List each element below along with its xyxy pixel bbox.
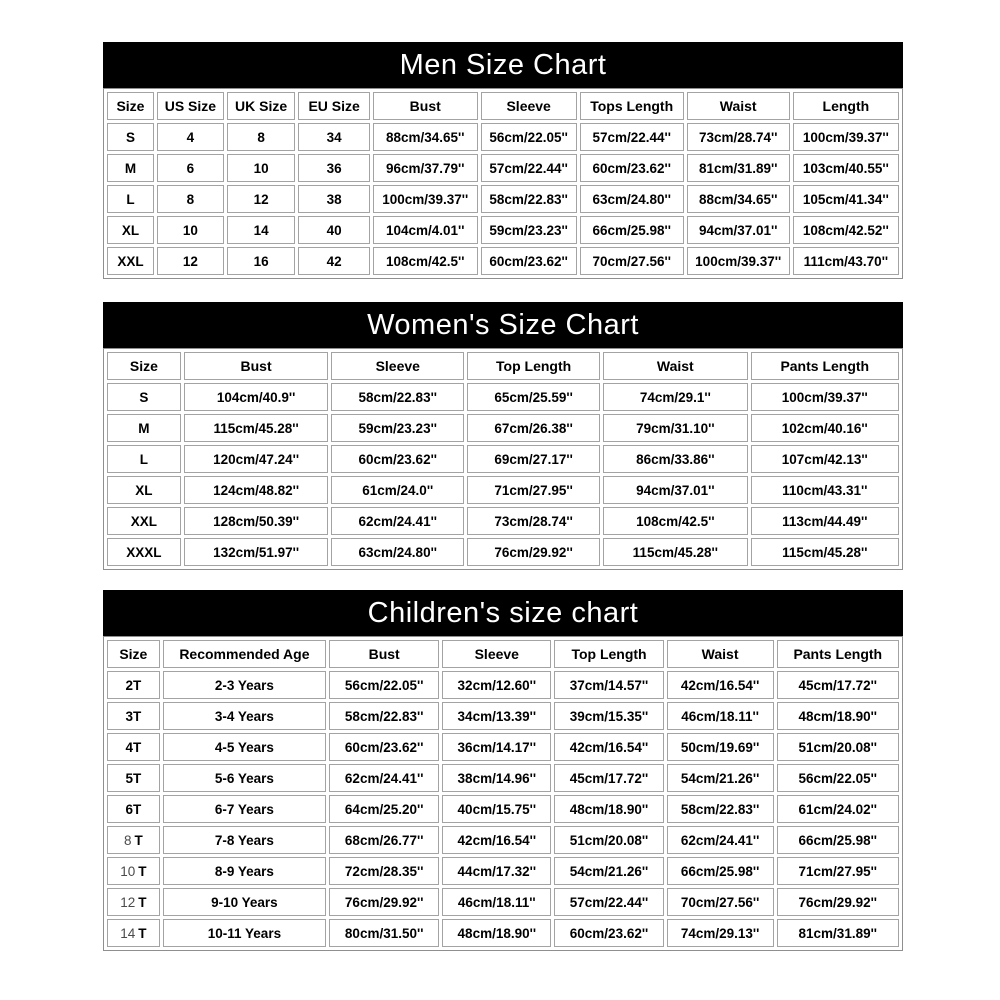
measurement-cell: 4 bbox=[157, 123, 224, 151]
column-header: Pants Length bbox=[777, 640, 899, 668]
table-row bbox=[107, 383, 899, 411]
measurement-cell: 66cm/25.98'' bbox=[667, 857, 774, 885]
table-row bbox=[107, 671, 899, 699]
table-row bbox=[107, 123, 899, 151]
measurement-cell: 46cm/18.11'' bbox=[667, 702, 774, 730]
size-cell bbox=[107, 888, 160, 916]
size-cell: L bbox=[107, 445, 181, 473]
measurement-cell: 48cm/18.90'' bbox=[442, 919, 551, 947]
size-number: 10 bbox=[120, 863, 136, 879]
measurement-cell: 108cm/42.52'' bbox=[793, 216, 899, 244]
header-row bbox=[107, 352, 899, 380]
measurement-cell: 46cm/18.11'' bbox=[442, 888, 551, 916]
table-row bbox=[107, 795, 899, 823]
measurement-cell: 58cm/22.83'' bbox=[481, 185, 577, 213]
size-cell: 3T bbox=[107, 702, 160, 730]
measurement-cell: 38 bbox=[298, 185, 370, 213]
men-chart-title: Men Size Chart bbox=[103, 42, 903, 88]
column-header: Size bbox=[107, 640, 160, 668]
age-cell: 9-10 Years bbox=[163, 888, 326, 916]
measurement-cell: 54cm/21.26'' bbox=[554, 857, 663, 885]
column-header: Recommended Age bbox=[163, 640, 326, 668]
measurement-cell: 63cm/24.80'' bbox=[331, 538, 464, 566]
measurement-cell: 59cm/23.23'' bbox=[481, 216, 577, 244]
measurement-cell: 60cm/23.62'' bbox=[331, 445, 464, 473]
table-row bbox=[107, 826, 899, 854]
measurement-cell: 100cm/39.37'' bbox=[373, 185, 478, 213]
measurement-cell: 42cm/16.54'' bbox=[554, 733, 663, 761]
column-header: Waist bbox=[667, 640, 774, 668]
column-header: Size bbox=[107, 92, 154, 120]
measurement-cell: 63cm/24.80'' bbox=[580, 185, 684, 213]
measurement-cell: 73cm/28.74'' bbox=[467, 507, 600, 535]
measurement-cell: 124cm/48.82'' bbox=[184, 476, 329, 504]
column-header: UK Size bbox=[227, 92, 295, 120]
measurement-cell: 56cm/22.05'' bbox=[329, 671, 439, 699]
children-size-chart-section bbox=[103, 590, 903, 951]
measurement-cell: 10 bbox=[227, 154, 295, 182]
measurement-cell: 113cm/44.49'' bbox=[751, 507, 899, 535]
measurement-cell: 62cm/24.41'' bbox=[667, 826, 774, 854]
measurement-cell: 36cm/14.17'' bbox=[442, 733, 551, 761]
measurement-cell: 115cm/45.28'' bbox=[603, 538, 748, 566]
table-row bbox=[107, 247, 899, 275]
measurement-cell: 14 bbox=[227, 216, 295, 244]
size-cell: 5T bbox=[107, 764, 160, 792]
measurement-cell: 60cm/23.62'' bbox=[329, 733, 439, 761]
size-cell: XXXL bbox=[107, 538, 181, 566]
measurement-cell: 110cm/43.31'' bbox=[751, 476, 899, 504]
measurement-cell: 100cm/39.37'' bbox=[793, 123, 899, 151]
table-row bbox=[107, 919, 899, 947]
measurement-cell: 16 bbox=[227, 247, 295, 275]
column-header: Waist bbox=[603, 352, 748, 380]
measurement-cell: 65cm/25.59'' bbox=[467, 383, 600, 411]
measurement-cell: 70cm/27.56'' bbox=[667, 888, 774, 916]
size-cell bbox=[107, 857, 160, 885]
column-header: US Size bbox=[157, 92, 224, 120]
size-cell: S bbox=[107, 123, 154, 151]
size-number: 8 bbox=[123, 832, 132, 848]
age-cell: 10-11 Years bbox=[163, 919, 326, 947]
measurement-cell: 115cm/45.28'' bbox=[751, 538, 899, 566]
measurement-cell: 34cm/13.39'' bbox=[442, 702, 551, 730]
measurement-cell: 104cm/4.01'' bbox=[373, 216, 478, 244]
measurement-cell: 74cm/29.1'' bbox=[603, 383, 748, 411]
measurement-cell: 81cm/31.89'' bbox=[687, 154, 790, 182]
measurement-cell: 32cm/12.60'' bbox=[442, 671, 551, 699]
header-row bbox=[107, 640, 899, 668]
measurement-cell: 45cm/17.72'' bbox=[554, 764, 663, 792]
age-cell: 6-7 Years bbox=[163, 795, 326, 823]
size-letter: T bbox=[138, 925, 147, 941]
size-cell: L bbox=[107, 185, 154, 213]
measurement-cell: 94cm/37.01'' bbox=[687, 216, 790, 244]
table-row bbox=[107, 764, 899, 792]
column-header: Bust bbox=[329, 640, 439, 668]
table-row bbox=[107, 414, 899, 442]
measurement-cell: 73cm/28.74'' bbox=[687, 123, 790, 151]
measurement-cell: 103cm/40.55'' bbox=[793, 154, 899, 182]
table-row bbox=[107, 445, 899, 473]
size-cell: 6T bbox=[107, 795, 160, 823]
measurement-cell: 68cm/26.77'' bbox=[329, 826, 439, 854]
size-cell: XL bbox=[107, 476, 181, 504]
measurement-cell: 48cm/18.90'' bbox=[554, 795, 663, 823]
men-size-chart-section bbox=[103, 0, 903, 279]
women-chart-title: Women's Size Chart bbox=[103, 302, 903, 348]
size-letter: T bbox=[134, 832, 143, 848]
measurement-cell: 96cm/37.79'' bbox=[373, 154, 478, 182]
table-row bbox=[107, 154, 899, 182]
measurement-cell: 42 bbox=[298, 247, 370, 275]
size-cell: XXL bbox=[107, 507, 181, 535]
measurement-cell: 69cm/27.17'' bbox=[467, 445, 600, 473]
header-row bbox=[107, 92, 899, 120]
measurement-cell: 45cm/17.72'' bbox=[777, 671, 899, 699]
measurement-cell: 10 bbox=[157, 216, 224, 244]
measurement-cell: 48cm/18.90'' bbox=[777, 702, 899, 730]
measurement-cell: 105cm/41.34'' bbox=[793, 185, 899, 213]
measurement-cell: 40 bbox=[298, 216, 370, 244]
column-header: Waist bbox=[687, 92, 790, 120]
measurement-cell: 61cm/24.02'' bbox=[777, 795, 899, 823]
table-row bbox=[107, 185, 899, 213]
table-row bbox=[107, 476, 899, 504]
column-header: EU Size bbox=[298, 92, 370, 120]
table-row bbox=[107, 507, 899, 535]
size-cell: XL bbox=[107, 216, 154, 244]
measurement-cell: 59cm/23.23'' bbox=[331, 414, 464, 442]
measurement-cell: 88cm/34.65'' bbox=[687, 185, 790, 213]
table-row bbox=[107, 857, 899, 885]
size-letter: T bbox=[138, 863, 147, 879]
measurement-cell: 132cm/51.97'' bbox=[184, 538, 329, 566]
measurement-cell: 79cm/31.10'' bbox=[603, 414, 748, 442]
measurement-cell: 58cm/22.83'' bbox=[667, 795, 774, 823]
measurement-cell: 102cm/40.16'' bbox=[751, 414, 899, 442]
column-header: Sleeve bbox=[442, 640, 551, 668]
measurement-cell: 88cm/34.65'' bbox=[373, 123, 478, 151]
measurement-cell: 120cm/47.24'' bbox=[184, 445, 329, 473]
measurement-cell: 108cm/42.5'' bbox=[373, 247, 478, 275]
measurement-cell: 42cm/16.54'' bbox=[442, 826, 551, 854]
measurement-cell: 72cm/28.35'' bbox=[329, 857, 439, 885]
age-cell: 8-9 Years bbox=[163, 857, 326, 885]
measurement-cell: 128cm/50.39'' bbox=[184, 507, 329, 535]
measurement-cell: 56cm/22.05'' bbox=[777, 764, 899, 792]
men-chart-table bbox=[103, 88, 903, 279]
column-header: Pants Length bbox=[751, 352, 899, 380]
measurement-cell: 67cm/26.38'' bbox=[467, 414, 600, 442]
measurement-cell: 57cm/22.44'' bbox=[580, 123, 684, 151]
size-cell: S bbox=[107, 383, 181, 411]
size-number: 12 bbox=[120, 894, 136, 910]
measurement-cell: 58cm/22.83'' bbox=[329, 702, 439, 730]
measurement-cell: 51cm/20.08'' bbox=[777, 733, 899, 761]
measurement-cell: 62cm/24.41'' bbox=[329, 764, 439, 792]
children-chart-title: Children's size chart bbox=[103, 590, 903, 636]
measurement-cell: 94cm/37.01'' bbox=[603, 476, 748, 504]
measurement-cell: 80cm/31.50'' bbox=[329, 919, 439, 947]
measurement-cell: 81cm/31.89'' bbox=[777, 919, 899, 947]
column-header: Bust bbox=[184, 352, 329, 380]
measurement-cell: 66cm/25.98'' bbox=[777, 826, 899, 854]
size-cell: 4T bbox=[107, 733, 160, 761]
measurement-cell: 60cm/23.62'' bbox=[554, 919, 663, 947]
measurement-cell: 64cm/25.20'' bbox=[329, 795, 439, 823]
measurement-cell: 12 bbox=[227, 185, 295, 213]
measurement-cell: 70cm/27.56'' bbox=[580, 247, 684, 275]
table-row bbox=[107, 216, 899, 244]
column-header: Sleeve bbox=[481, 92, 577, 120]
size-cell bbox=[107, 826, 160, 854]
column-header: Size bbox=[107, 352, 181, 380]
measurement-cell: 104cm/40.9'' bbox=[184, 383, 329, 411]
measurement-cell: 76cm/29.92'' bbox=[329, 888, 439, 916]
size-cell: M bbox=[107, 154, 154, 182]
measurement-cell: 44cm/17.32'' bbox=[442, 857, 551, 885]
age-cell: 3-4 Years bbox=[163, 702, 326, 730]
measurement-cell: 74cm/29.13'' bbox=[667, 919, 774, 947]
measurement-cell: 61cm/24.0'' bbox=[331, 476, 464, 504]
column-header: Top Length bbox=[467, 352, 600, 380]
measurement-cell: 36 bbox=[298, 154, 370, 182]
measurement-cell: 76cm/29.92'' bbox=[777, 888, 899, 916]
age-cell: 7-8 Years bbox=[163, 826, 326, 854]
measurement-cell: 6 bbox=[157, 154, 224, 182]
age-cell: 5-6 Years bbox=[163, 764, 326, 792]
table-row bbox=[107, 538, 899, 566]
measurement-cell: 108cm/42.5'' bbox=[603, 507, 748, 535]
measurement-cell: 42cm/16.54'' bbox=[667, 671, 774, 699]
measurement-cell: 50cm/19.69'' bbox=[667, 733, 774, 761]
measurement-cell: 60cm/23.62'' bbox=[580, 154, 684, 182]
children-chart-table bbox=[103, 636, 903, 951]
measurement-cell: 57cm/22.44'' bbox=[554, 888, 663, 916]
measurement-cell: 57cm/22.44'' bbox=[481, 154, 577, 182]
measurement-cell: 60cm/23.62'' bbox=[481, 247, 577, 275]
measurement-cell: 66cm/25.98'' bbox=[580, 216, 684, 244]
size-letter: T bbox=[138, 894, 147, 910]
measurement-cell: 71cm/27.95'' bbox=[467, 476, 600, 504]
size-cell: M bbox=[107, 414, 181, 442]
size-cell bbox=[107, 919, 160, 947]
women-size-chart-section bbox=[103, 302, 903, 570]
measurement-cell: 8 bbox=[157, 185, 224, 213]
age-cell: 2-3 Years bbox=[163, 671, 326, 699]
measurement-cell: 56cm/22.05'' bbox=[481, 123, 577, 151]
measurement-cell: 38cm/14.96'' bbox=[442, 764, 551, 792]
measurement-cell: 76cm/29.92'' bbox=[467, 538, 600, 566]
measurement-cell: 8 bbox=[227, 123, 295, 151]
measurement-cell: 51cm/20.08'' bbox=[554, 826, 663, 854]
measurement-cell: 111cm/43.70'' bbox=[793, 247, 899, 275]
size-number: 14 bbox=[120, 925, 136, 941]
measurement-cell: 100cm/39.37'' bbox=[751, 383, 899, 411]
measurement-cell: 12 bbox=[157, 247, 224, 275]
measurement-cell: 39cm/15.35'' bbox=[554, 702, 663, 730]
measurement-cell: 54cm/21.26'' bbox=[667, 764, 774, 792]
measurement-cell: 37cm/14.57'' bbox=[554, 671, 663, 699]
measurement-cell: 40cm/15.75'' bbox=[442, 795, 551, 823]
measurement-cell: 100cm/39.37'' bbox=[687, 247, 790, 275]
measurement-cell: 62cm/24.41'' bbox=[331, 507, 464, 535]
measurement-cell: 71cm/27.95'' bbox=[777, 857, 899, 885]
size-cell: XXL bbox=[107, 247, 154, 275]
measurement-cell: 58cm/22.83'' bbox=[331, 383, 464, 411]
column-header: Tops Length bbox=[580, 92, 684, 120]
table-row bbox=[107, 733, 899, 761]
column-header: Sleeve bbox=[331, 352, 464, 380]
women-chart-table bbox=[103, 348, 903, 570]
measurement-cell: 107cm/42.13'' bbox=[751, 445, 899, 473]
column-header: Top Length bbox=[554, 640, 663, 668]
column-header: Length bbox=[793, 92, 899, 120]
measurement-cell: 115cm/45.28'' bbox=[184, 414, 329, 442]
measurement-cell: 86cm/33.86'' bbox=[603, 445, 748, 473]
column-header: Bust bbox=[373, 92, 478, 120]
size-cell: 2T bbox=[107, 671, 160, 699]
table-row bbox=[107, 702, 899, 730]
table-row bbox=[107, 888, 899, 916]
age-cell: 4-5 Years bbox=[163, 733, 326, 761]
measurement-cell: 34 bbox=[298, 123, 370, 151]
